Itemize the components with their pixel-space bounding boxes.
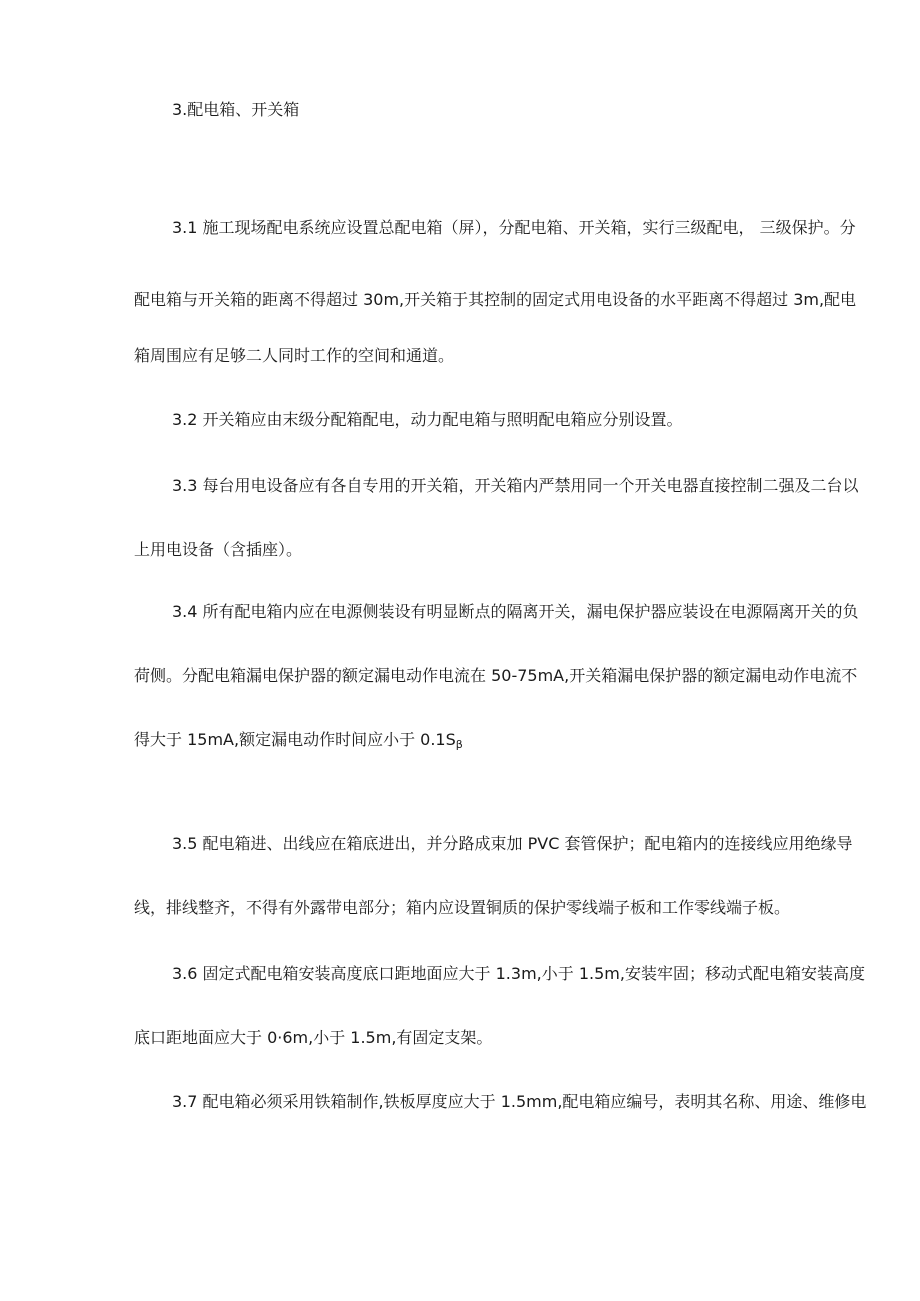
paragraph-line: 配电箱与开关箱的距离不得超过 30m,开关箱于其控制的固定式用电设备的水平距离不得超过 3m,配电 xyxy=(134,290,857,309)
paragraph-line: 线，排线整齐，不得有外露带电部分；箱内应设置铜质的保护零线端子板和工作零线端子板。 xyxy=(134,898,791,917)
paragraph-line: 3.5 配电箱进、出线应在箱底进出，并分路成束加 PVC 套管保护；配电箱内的连接线应用绝缘导 xyxy=(172,834,853,853)
paragraph-line: 3.6 固定式配电箱安装高度底口距地面应大于 1.3m,小于 1.5m,安装牢固；移动式配电箱安装高度 xyxy=(172,964,865,983)
paragraph-line: 上用电设备（含插座）。 xyxy=(134,540,303,559)
subscript-mark: β xyxy=(455,738,463,751)
paragraph-line xyxy=(134,730,463,750)
paragraph-line-text: 得大于 15mA,额定漏电动作时间应小于 0.1S xyxy=(134,730,456,749)
paragraph-line: 3.1 施工现场配电系统应设置总配电箱（屏），分配电箱、开关箱，实行三级配电， 三级保护。分 xyxy=(172,218,856,237)
paragraph-line: 箱周围应有足够二人同时工作的空间和通道。 xyxy=(134,346,455,365)
paragraph-line: 3.2 开关箱应由末级分配箱配电，动力配电箱与照明配电箱应分别设置。 xyxy=(172,410,683,429)
paragraph-line: 3.3 每台用电设备应有各自专用的开关箱，开关箱内严禁用同一个开关电器直接控制二强及二台以 xyxy=(172,476,859,495)
paragraph-line: 3.4 所有配电箱内应在电源侧装设有明显断点的隔离开关，漏电保护器应装设在电源隔离开关的负 xyxy=(172,602,859,621)
paragraph-line: 荷侧。分配电箱漏电保护器的额定漏电动作电流在 50-75mA,开关箱漏电保护器的额定漏电动作电流不 xyxy=(134,666,858,685)
paragraph-line: 底口距地面应大于 0·6m,小于 1.5m,有固定支架。 xyxy=(134,1028,493,1047)
paragraph-line: 3.7 配电箱必须采用铁箱制作,铁板厚度应大于 1.5mm,配电箱应编号，表明其名称、用途、维修电 xyxy=(172,1092,867,1111)
section-title: 3.配电箱、开关箱 xyxy=(172,100,300,119)
